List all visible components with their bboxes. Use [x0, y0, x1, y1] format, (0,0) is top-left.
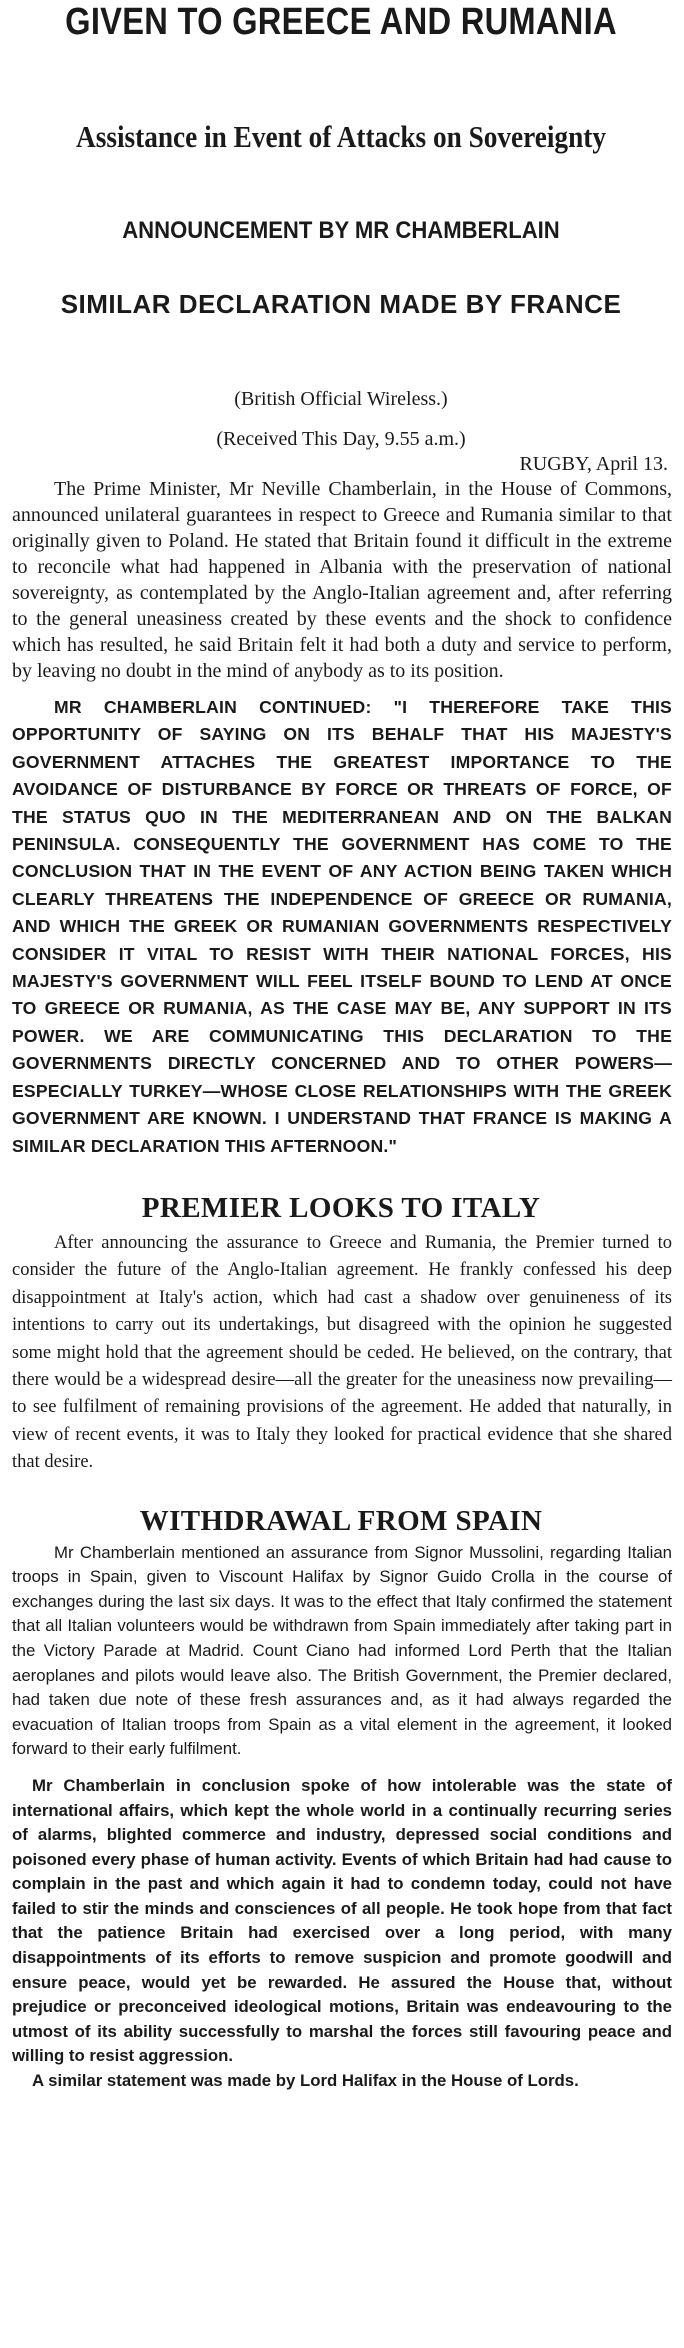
chamberlain-quote: MR CHAMBERLAIN CONTINUED: "I THEREFORE TAKE THIS OPPORTUNITY OF SAYING ON ITS BEHALF THAT HIS MAJESTY'S GOVERNMENT ATTACHES THE GREATEST IMPORTANCE TO THE AVOIDANCE OF DISTURBANCE BY FORCE OR THREATS OF FORCE, OF THE STATUS QUO IN THE MEDITERRANEAN AND ON THE BALKAN PENINSULA. CONSEQUENTLY THE GOVERNMENT HAS COME TO THE CONCLUSION THAT IN THE EVENT OF ANY ACTION BEING TAKEN WHICH CLEARLY THREATENS THE INDEPENDENCE OF GREECE OR RUMANIA, AND WHICH THE GREEK OR RUMANIAN GOVERNMENTS RESPECTIVELY CONSIDER IT VITAL TO RESIST WITH THEIR NATIONAL FORCES, HIS MAJESTY'S GOVERNMENT WILL FEEL ITSELF BOUND TO LEND AT ONCE TO GREECE OR RUMANIA, AS THE CASE MAY BE, ANY SUPPORT IN ITS POWER. WE ARE COMMUNICATING THIS DECLARATION TO THE GOVERNMENTS DIRECTLY CONCERNED AND TO OTHER POWERS—ESPECIALLY TURKEY—WHOSE CLOSE RELATIONSHIPS WITH THE GREEK GOVERNMENT ARE KNOWN. I UNDERSTAND THAT FRANCE IS MAKING A SIMILAR DECLARATION THIS AFTERNOON." — [12, 697, 672, 1156]
subheadline: Assistance in Event of Attacks on Sovereignty — [76, 119, 606, 154]
final-paragraph: A similar statement was made by Lord Halifax in the House of Lords. — [32, 2071, 579, 2091]
conclusion-paragraph: Mr Chamberlain in conclusion spoke of how intolerable was the state of international affairs, which kept the whole world in a continually recurring series of alarms, blighted commerce and industry, depressed social conditions and poisoned every phase of human activity. Events of which Britain had had cause to complain in the past and which again it had to condemn today, could not have failed to stir the minds and consciences of all people. He took hope from that fact that the patience Britain had exercised over a long period, with many disappointments of its efforts to remove suspicion and promote goodwill and ensure peace, would yet be rewarded. He assured the House that, without prejudice or preconceived ideological motions, Britain was endeavouring to the utmost of its ability successfully to marshal the forces still favouring peace and willing to resist aggression. — [12, 1775, 672, 2066]
similar-declaration-heading: SIMILAR DECLARATION MADE BY FRANCE — [60, 289, 622, 319]
received-time: (Received This Day, 9.55 a.m.) — [216, 428, 466, 450]
spain-heading: WITHDRAWAL FROM SPAIN — [139, 1504, 543, 1537]
headline: GIVEN TO GREECE AND RUMANIA — [65, 1, 617, 43]
italy-paragraph: After announcing the assurance to Greece and Rumania, the Premier turned to consider the future of the Anglo-Italian agreement. He frankly confessed his deep disappointment at Italy's action, which had cast a shadow over genuineness of its intentions to carry out its undertakings, but disagreed with the opinion he suggested some might hold that the agreement should be ceded. He believed, on the contrary, that there would be a widespread desire—all the greater for the uneasiness now prevailing—to see fulfilment of remaining provisions of the agreement. He added that naturally, in view of recent events, it was to Italy they looked for practical evidence that she shared that desire. — [12, 1232, 672, 1473]
italy-heading: PREMIER LOOKS TO ITALY — [141, 1191, 541, 1224]
spain-paragraph: Mr Chamberlain mentioned an assurance from Signor Mussolini, regarding Italian troops in Spain, given to Viscount Halifax by Signor Guido Crolla in the course of exchanges during the last six days. It was to the effect that Italy confirmed the statement that all Italian volunteers would be withdrawn from Spain immediately after taking part in the Victory Parade at Madrid. Count Ciano had informed Lord Perth that the Italian aeroplanes and pilots would leave also. The British Government, the Premier declared, had taken due note of these fresh assurances and, as it had always regarded the evacuation of Italian troops from Spain as a vital element in the agreement, it looked forward to their early fulfilment. — [12, 1542, 672, 1759]
intro-paragraph: The Prime Minister, Mr Neville Chamberlain, in the House of Commons, announced unilateral guarantees in respect to Greece and Rumania similar to that originally given to Poland. He stated that Britain found it difficult in the extreme to reconcile what had happened in Albania with the preservation of national sovereignty, as contemplated by the Anglo-Italian agreement and, after referring to the general uneasiness created by these events and the shock to confidence which has resulted, he said Britain felt it had both a duty and service to perform, by leaving no doubt in the mind of anybody as to its position. — [12, 478, 672, 682]
source-credit: (British Official Wireless.) — [234, 388, 448, 410]
announcement-heading: ANNOUNCEMENT BY MR CHAMBERLAIN — [122, 217, 560, 244]
dateline: RUGBY, April 13. — [519, 453, 668, 475]
